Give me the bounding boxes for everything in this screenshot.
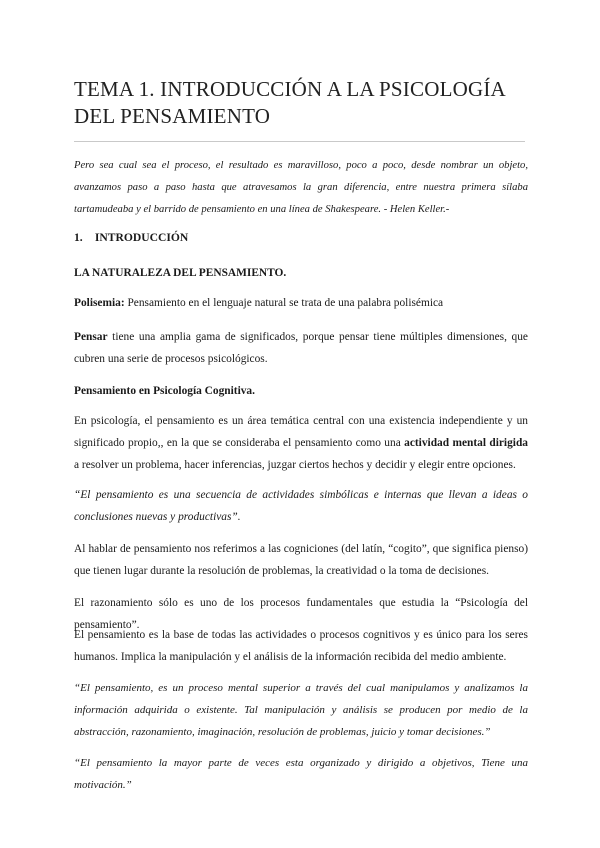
term-polisemia: Polisemia: xyxy=(74,297,125,309)
epigraph-quote: Pero sea cual sea el proceso, el resultado es maravilloso, poco a poco, desde nombrar un objeto, avanzamos paso a paso hasta que atravesamos la gran diferencia, entre nuestra primera sílaba tartamudeaba y el barrido de pensamiento en una línea de Shakespeare. - Helen Keller.- xyxy=(74,160,528,215)
section-label: INTRODUCCIÓN xyxy=(94,231,189,244)
term-pensar: Pensar xyxy=(74,331,108,343)
title-line-1: TEMA 1. INTRODUCCIÓN A LA PSICOLOGÍA xyxy=(74,77,506,101)
pensar-text: tiene una amplia gama de significados, porque pensar tiene múltiples dimensiones, que cubren una serie de procesos psicológicos. xyxy=(74,331,528,365)
cognitive-bold-phrase: actividad mental dirigida xyxy=(404,437,528,449)
page-title xyxy=(74,76,544,130)
paragraph-psicologia-cognitiva xyxy=(74,410,528,476)
quote-proceso-mental: “El pensamiento, es un proceso mental superior a través del cual manipulamos y analizamos la información adquirida o existente. Tal manipulación y análisis se producen por medio de la abstracción, razonamiento, imaginación, resolución de problemas, juicio y tomar decisiones.” xyxy=(74,682,528,738)
polisemia-text: Pensamiento en el lenguaje natural se trata de una palabra polisémica xyxy=(124,297,444,309)
subheading-naturaleza: LA NATURALEZA DEL PENSAMIENTO. xyxy=(74,267,287,279)
section-number: 1. xyxy=(74,231,83,244)
paragraph-pensar xyxy=(74,326,528,370)
paragraph-razonamiento: El razonamiento sólo es uno de los procesos fundamentales que estudia la “Psicología del pensamiento”. xyxy=(74,597,528,631)
paragraph-base-cognitiva: El pensamiento es la base de todas las actividades o procesos cognitivos y es único para los seres humanos. Implica la manipulación y el análisis de la información recibida del medio ambiente. xyxy=(74,629,528,663)
subheading-psicologia-cognitiva: Pensamiento en Psicología Cognitiva. xyxy=(74,385,255,397)
paragraph-polisemia xyxy=(74,292,528,314)
quote-secuencia: “El pensamiento es una secuencia de actividades simbólicas e internas que llevan a ideas o conclusiones nuevas y productivas”. xyxy=(74,489,528,523)
title-divider xyxy=(74,141,525,142)
section-heading-introduccion xyxy=(74,231,188,244)
cognitive-text-after: a resolver un problema, hacer inferencias, juzgar ciertos hechos y decidir y elegir entre opciones. xyxy=(74,459,516,471)
title-line-2: DEL PENSAMIENTO xyxy=(74,104,271,128)
paragraph-cogniciones: Al hablar de pensamiento nos referimos a las cogniciones (del latín, “cogito”, que significa pienso) que tienen lugar durante la resolución de problemas, la creatividad o la toma de decisiones. xyxy=(74,543,528,577)
quote-motivacion: “El pensamiento la mayor parte de veces esta organizado y dirigido a objetivos, Tiene una motivación.” xyxy=(74,757,528,791)
cognitive-text-before: En psicología, el pensamiento es un área temática central con una existencia independiente y un significado propio,, en la que se consideraba el pensamiento como una xyxy=(74,415,528,449)
